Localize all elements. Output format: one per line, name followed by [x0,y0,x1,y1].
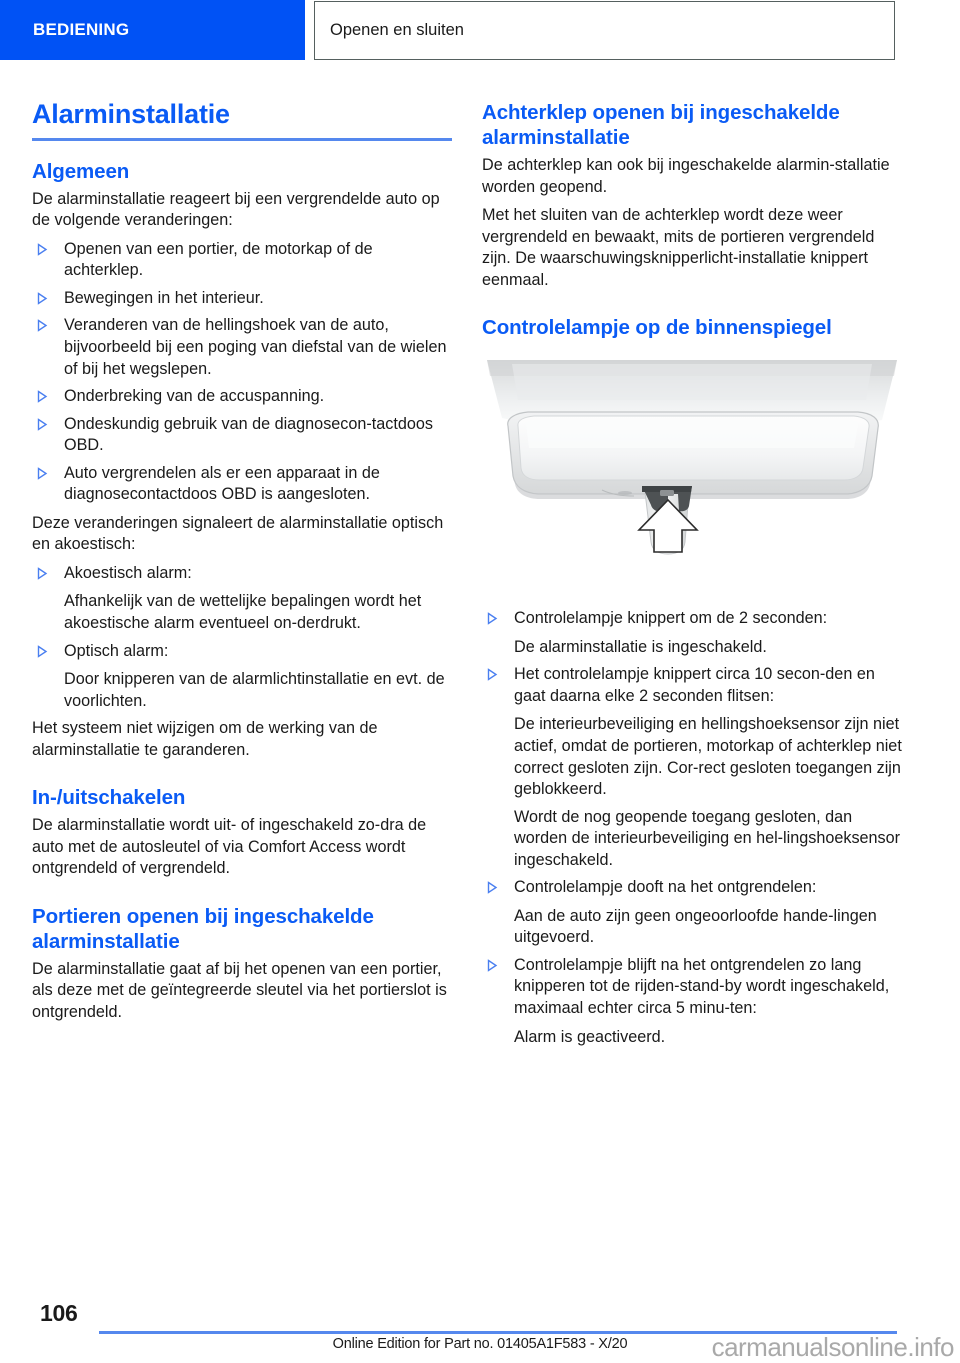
list-item [32,563,452,585]
list-item [482,955,902,1020]
paragraph-in-uitschakelen: De alarminstallatie wordt uit- of ingeschakeld zo-dra de auto met de autosleutel of via Comfort Access wordt ontgrendeld of vergrendeld. [32,816,427,878]
list-item [32,414,452,457]
detail-akoestisch-alarm: Afhankelijk van de wettelijke bepalingen wordt het akoestische alarm eventueel on-derdrukt. [64,592,422,632]
detail-controlelampje-2a: De interieurbeveiliging en hellingshoeksensor zijn niet actief, omdat de portieren, motorkap of achterklep niet correct gesloten zijn. Cor-rect gesloten toegangen zijn geblokkeerd. [514,715,902,799]
list-item-text: Bewegingen in het interieur. [64,288,264,307]
triangle-bullet-icon [37,645,48,658]
triangle-bullet-icon [37,243,48,256]
heading-achterklep-openen: Achterklep openen bij ingeschakelde alarminstallatie [482,101,840,149]
detail-controlelampje-4a: Alarm is geactiveerd. [514,1027,666,1046]
left-column [32,100,452,1031]
triangle-bullet-icon [37,418,48,431]
triangle-bullet-icon [37,467,48,480]
list-item [482,664,902,707]
triangle-bullet-icon [37,390,48,403]
paragraph-algemeen-intro: De alarminstallatie reageert bij een vergrendelde auto op de volgende veranderingen: [32,189,440,230]
detail-controlelampje-3a: Aan de auto zijn geen ongeoorloofde hande-lingen uitgevoerd. [514,906,877,947]
list-item-text: Ondeskundig gebruik van de diagnosecon-tactdoos OBD. [64,414,433,455]
mirror-figure-svg [482,354,902,592]
list-item [32,463,452,506]
list-item-text: Auto vergrendelen als er een apparaat in de diagnosecontactdoos OBD is aangesloten. [64,463,380,504]
bullet-list-controlelampje-1 [482,608,902,630]
section-label: Openen en sluiten [330,21,464,39]
triangle-bullet-icon [487,959,498,972]
list-item-text: Controlelampje dooft na het ontgrendelen: [514,878,817,897]
bullet-list-controlelampje-4 [482,955,902,1020]
detail-controlelampje-1a: De alarminstallatie is ingeschakeld. [514,637,767,656]
list-item [482,608,902,630]
paragraph-achterklep-1: De achterklep kan ook bij ingeschakelde alarmin-stallatie worden geopend. [482,156,890,196]
list-item [32,641,452,663]
list-item [32,315,452,380]
list-item-text: Openen van een portier, de motorkap of de achterklep. [64,239,373,280]
list-item-text: Veranderen van de hellingshoek van de auto, bijvoorbeeld bij een poging van diefstal van de wielen of bij het wegslepen. [64,316,447,378]
triangle-bullet-icon [487,881,498,894]
bullet-list-optisch [32,641,452,663]
list-item [32,239,452,282]
list-item [32,386,452,408]
page-header [0,0,960,64]
paragraph-signalering: Deze veranderingen signaleert de alarminstallatie optisch en akoestisch: [32,513,444,554]
page-title: Alarminstallatie [32,99,230,129]
page-footer [0,1296,960,1362]
list-item [32,288,452,310]
rear-view-mirror-illustration [482,354,902,592]
paragraph-systeem-wijzigen: Het systeem niet wijzigen om de werking van de alarminstallatie te garanderen. [32,719,378,759]
page-number: 106 [40,1300,78,1326]
triangle-bullet-icon [487,668,498,681]
bullet-list-veranderingen [32,239,452,506]
detail-optisch-alarm: Door knipperen van de alarmlichtinstallatie en evt. de voorlichten. [64,670,445,710]
edition-note: Online Edition for Part no. 01405A1F583 - X/20 [332,1336,628,1352]
heading-portieren-openen: Portieren openen bij ingeschakelde alarminstallatie [32,904,374,953]
bullet-list-alarmtypes [32,563,452,585]
triangle-bullet-icon [37,292,48,305]
heading-algemeen: Algemeen [32,159,130,183]
section-box [314,1,895,60]
bullet-list-controlelampje-3 [482,877,902,899]
paragraph-achterklep-2: Met het sluiten van de achterklep wordt deze weer vergrendeld en bewaakt, mits de portieren vergrendeld zijn. De waarschuwingsknipperlicht-installatie knippert eenmaal. [482,206,875,289]
list-item [482,877,902,899]
detail-controlelampje-2b: Wordt de nog geopende toegang gesloten, dan worden de interieurbeveiliging en hel-lingshoeksensor ingeschakeld. [514,807,901,869]
triangle-bullet-icon [37,319,48,332]
triangle-bullet-icon [37,567,48,580]
list-item-text: Controlelampje knippert om de 2 seconden: [514,609,828,628]
paragraph-portieren-openen: De alarminstallatie gaat af bij het openen van een portier, als deze met de geïntegreerde sleutel via het portierslot is ontgrendeld. [32,959,447,1021]
list-item-text: Optisch alarm: [64,641,169,660]
chapter-tab [0,0,305,60]
title-divider [32,138,452,141]
watermark: carmanualsonline.info [711,1332,954,1362]
heading-in-uitschakelen: In-/uitschakelen [32,786,186,810]
triangle-bullet-icon [487,612,498,625]
list-item-text: Akoestisch alarm: [64,563,192,582]
heading-controlelampje: Controlelampje op de binnenspiegel [482,316,832,340]
list-item-text: Het controlelampje knippert circa 10 secon-den en gaat daarna elke 2 seconden flitsen: [514,665,875,705]
list-item-text: Controlelampje blijft na het ontgrendelen zo lang knipperen tot de rijden-stand-by wordt ingeschakeld, maximaal echter circa 5 minu-ten: [514,955,890,1018]
right-column [482,100,902,1054]
bullet-list-controlelampje-2 [482,664,902,707]
chapter-label: BEDIENING [33,20,130,39]
list-item-text: Onderbreking van de accuspanning. [64,387,325,406]
